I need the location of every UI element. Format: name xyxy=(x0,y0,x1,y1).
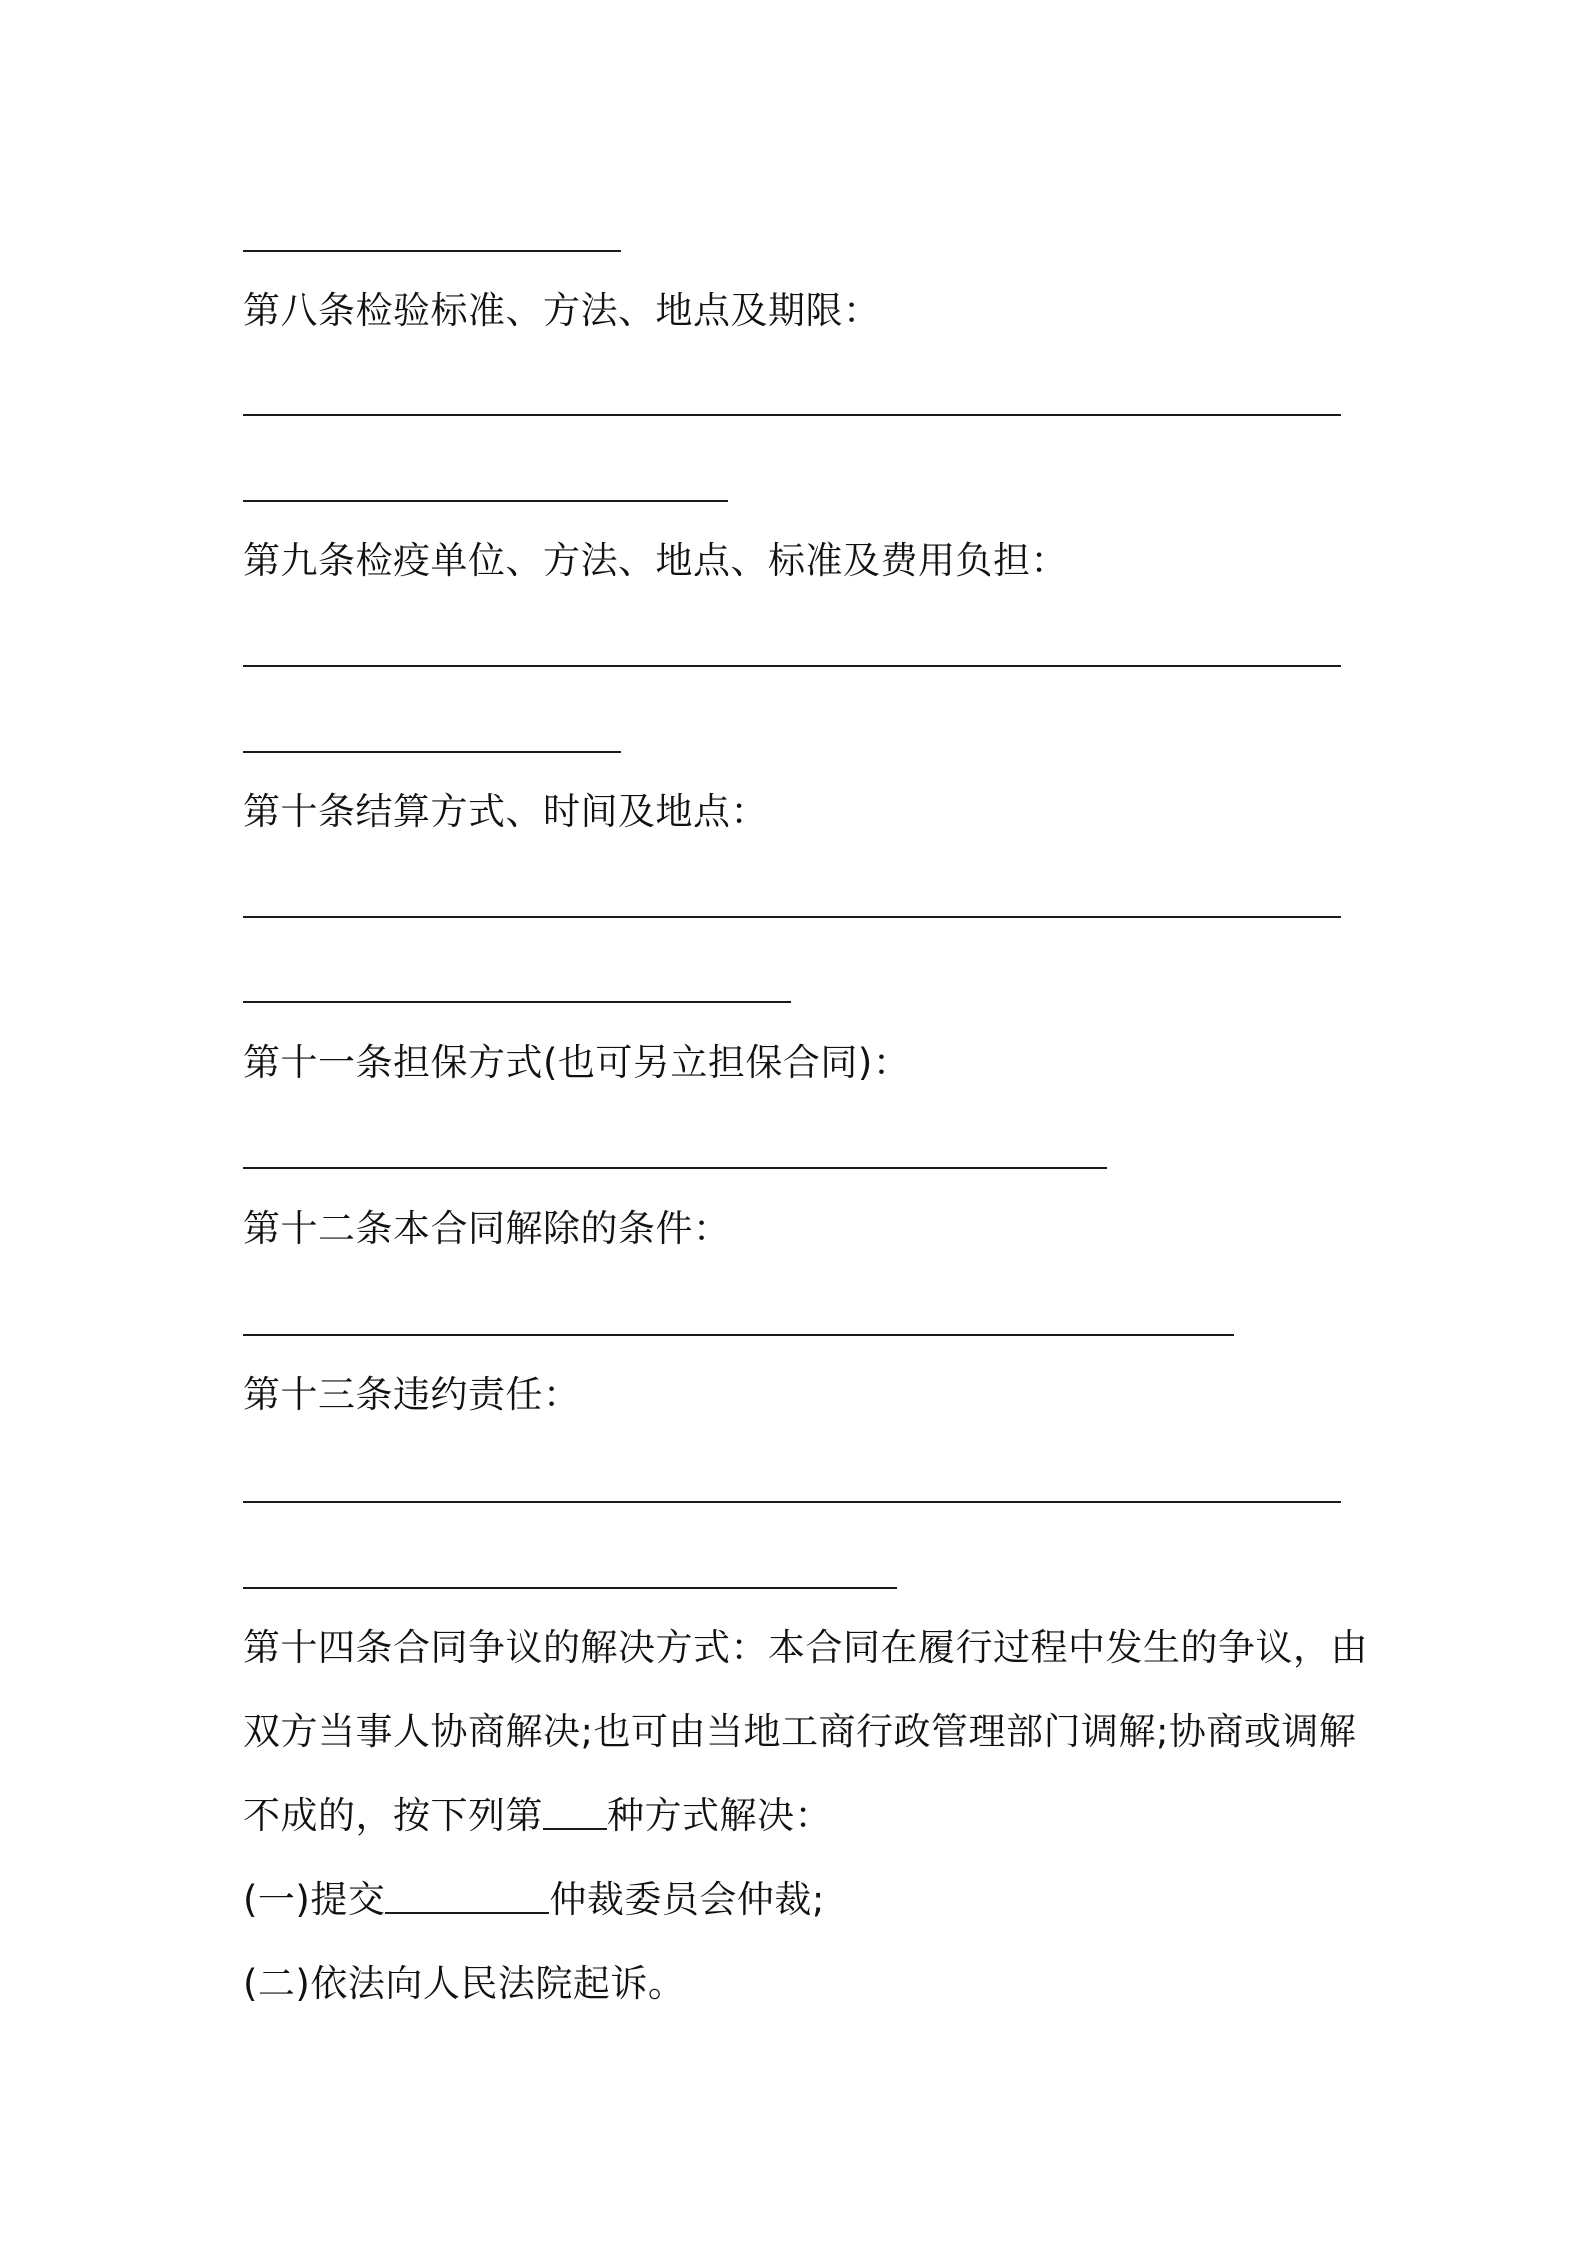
clause-article-13: 第十三条违约责任： xyxy=(243,1373,581,1416)
clause-text: 不成的，按下列第 xyxy=(243,1794,543,1837)
fill-blank-line[interactable] xyxy=(243,751,621,753)
fill-blank-line[interactable] xyxy=(243,1334,1234,1336)
clause-article-10: 第十条结算方式、时间及地点： xyxy=(243,790,768,833)
fill-blank-line[interactable] xyxy=(243,1587,897,1589)
clause-article-8: 第八条检验标准、方法、地点及期限： xyxy=(243,289,881,332)
fill-blank-line[interactable] xyxy=(243,250,621,252)
clause-article-11: 第十一条担保方式(也可另立担保合同)： xyxy=(243,1041,911,1084)
fill-blank-line[interactable] xyxy=(243,414,1341,416)
fill-blank-line[interactable] xyxy=(243,1501,1341,1503)
fill-blank-line[interactable] xyxy=(243,1167,1107,1169)
arbitration-committee-blank[interactable] xyxy=(385,1911,549,1914)
clause-text: 种方式解决： xyxy=(607,1794,832,1837)
fill-blank-line[interactable] xyxy=(243,916,1341,918)
clause-article-14-line-2: 双方当事人协商解决;也可由当地工商行政管理部门调解;协商或调解 xyxy=(243,1710,1357,1753)
option-text: (一)提交 xyxy=(243,1878,386,1921)
clause-article-14-line-1: 第十四条合同争议的解决方式：本合同在履行过程中发生的争议，由 xyxy=(243,1626,1368,1669)
option-litigation: (二)依法向人民法院起诉。 xyxy=(243,1962,686,2005)
option-arbitration xyxy=(243,1877,825,1923)
clause-article-9: 第九条检疫单位、方法、地点、标准及费用负担： xyxy=(243,539,1068,582)
option-number-blank[interactable] xyxy=(543,1827,607,1830)
fill-blank-line[interactable] xyxy=(243,1001,791,1003)
option-text: 仲裁委员会仲裁; xyxy=(549,1878,825,1921)
fill-blank-line[interactable] xyxy=(243,665,1341,667)
clause-article-12: 第十二条本合同解除的条件： xyxy=(243,1207,731,1250)
fill-blank-line[interactable] xyxy=(243,500,728,502)
clause-article-14-line-3 xyxy=(243,1793,832,1839)
